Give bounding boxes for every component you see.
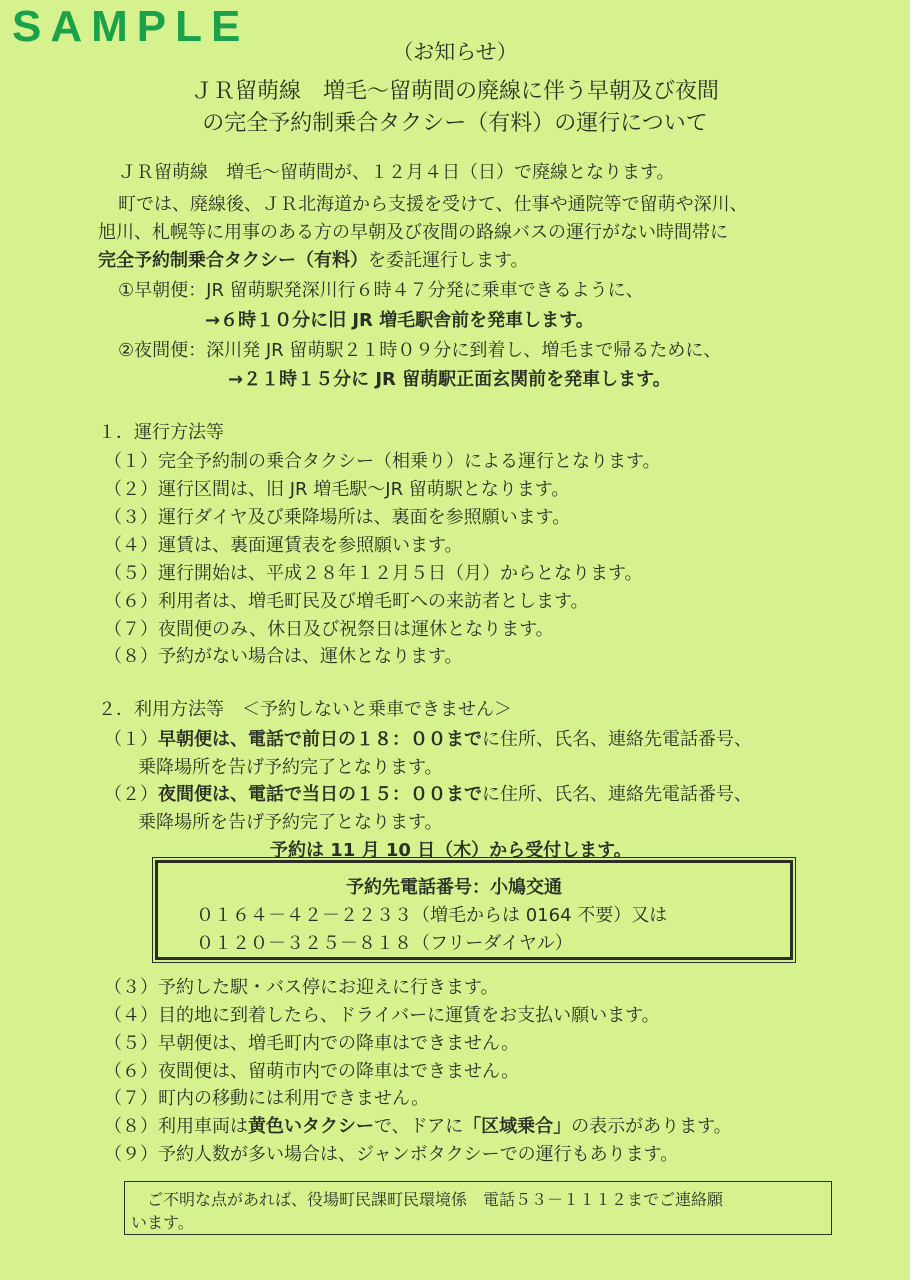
section-2-item: （４）目的地に到着したら、ドライバーに運賃をお支払い願います。 <box>104 1005 660 1026</box>
section-2-item: （７）町内の移動には利用できません。 <box>104 1088 430 1109</box>
vehicle-color: 黄色いタクシー <box>248 1116 374 1137</box>
footer-box <box>124 1181 832 1235</box>
notice-label: （お知らせ） <box>392 40 518 64</box>
item-text: （８）利用車両は <box>104 1116 248 1137</box>
night-service-line: ②夜間便：深川発 JR 留萌駅２１時０９分に到着し、増毛まで帰るために、 <box>118 340 722 361</box>
section-2-item-9: （９）予約人数が多い場合は、ジャンボタクシーでの運行もあります。 <box>104 1144 679 1165</box>
footer-line-1: ご不明な点があれば、役場町民課町民環境係 電話５３－１１１２までご連絡願 <box>147 1190 724 1209</box>
early-deadline: 早朝便は、電話で前日の１８：００まで <box>158 729 482 750</box>
section-1-item: （７）夜間便のみ、休日及び祝祭日は運休となります。 <box>104 619 554 640</box>
night-service-departure: →２１時１５分に JR 留萌駅正面玄関前を発車します。 <box>228 369 671 390</box>
section-2-item: （３）予約した駅・バス停にお迎えに行きます。 <box>104 977 499 998</box>
intro-line-4-rest: を委託運行します。 <box>368 250 529 271</box>
section-2-item-2-cont: 乗降場所を告げ予約完了となります。 <box>138 812 443 833</box>
section-2-item-2 <box>104 780 752 806</box>
item-text: に住所、氏名、連絡先電話番号、 <box>482 729 752 750</box>
item-text: の表示があります。 <box>571 1116 732 1137</box>
section-2-item-8 <box>104 1112 732 1138</box>
intro-line-2: 町では、廃線後、ＪＲ北海道から支援を受けて、仕事や通院等で留萌や深川、 <box>118 194 748 215</box>
title-line-2: の完全予約制乗合タクシー（有料）の運行について <box>202 111 708 136</box>
contact-label: 予約先電話番号：小鳩交通 <box>346 877 562 898</box>
section-1-item: （２）運行区間は、旧 JR 増毛駅～JR 留萌駅となります。 <box>104 479 570 500</box>
intro-highlight: 完全予約制乗合タクシー（有料） <box>98 250 368 271</box>
section-1-item: （５）運行開始は、平成２８年１２月５日（月）からとなります。 <box>104 563 643 584</box>
section-1-item: （６）利用者は、増毛町民及び増毛町への来訪者とします。 <box>104 591 589 612</box>
intro-line-3: 旭川、札幌等に用事のある方の早朝及び夜間の路線バスの運行がない時間帯に <box>98 222 728 243</box>
title-line-1: ＪＲ留萌線 増毛～留萌間の廃線に伴う早朝及び夜間 <box>190 79 719 104</box>
section-1-item: （３）運行ダイヤ及び乗降場所は、裏面を参照願います。 <box>104 507 571 528</box>
item-text: に住所、氏名、連絡先電話番号、 <box>482 784 752 805</box>
intro-line-1: ＪＲ留萌線 増毛～留萌間が、１２月４日（日）で廃線となります。 <box>118 162 675 183</box>
item-number: （１） <box>104 729 158 750</box>
section-1-item: （４）運賃は、裏面運賃表を参照願います。 <box>104 535 463 556</box>
contact-phone-2: ０１２０－３２５－８１８（フリーダイヤル） <box>196 933 573 954</box>
night-deadline: 夜間便は、電話で当日の１５：００まで <box>158 784 482 805</box>
section-1-heading: １．運行方法等 <box>98 422 224 443</box>
section-2-item: （６）夜間便は、留萌市内での降車はできません。 <box>104 1061 520 1082</box>
intro-line-4 <box>98 246 529 272</box>
section-1-item: （８）予約がない場合は、運休となります。 <box>104 646 463 667</box>
sample-stamp: SAMPLE <box>12 2 250 51</box>
section-2-item-1 <box>104 725 752 751</box>
vehicle-sign: 「区域乗合」 <box>463 1116 572 1137</box>
contact-phone-1: ０１６４－４２－２２３３（増毛からは 0164 不要）又は <box>196 905 668 926</box>
item-number: （２） <box>104 784 158 805</box>
item-text: で、ドアに <box>374 1116 464 1137</box>
early-service-line: ①早朝便：JR 留萌駅発深川行６時４７分発に乗車できるように、 <box>118 280 644 301</box>
reservation-start: 予約は 11 月 10 日（木）から受付します。 <box>270 840 632 861</box>
footer-line-2: います。 <box>131 1213 194 1232</box>
early-service-departure: →６時１０分に旧 JR 増毛駅舎前を発車します。 <box>205 310 594 331</box>
section-2-item: （５）早朝便は、増毛町内での降車はできません。 <box>104 1033 520 1054</box>
section-2-heading: ２．利用方法等 ＜予約しないと乗車できません＞ <box>98 699 512 720</box>
contact-box <box>155 860 793 960</box>
section-1-item: （１）完全予約制の乗合タクシー（相乗り）による運行となります。 <box>104 451 661 472</box>
section-2-item-1-cont: 乗降場所を告げ予約完了となります。 <box>138 757 443 778</box>
